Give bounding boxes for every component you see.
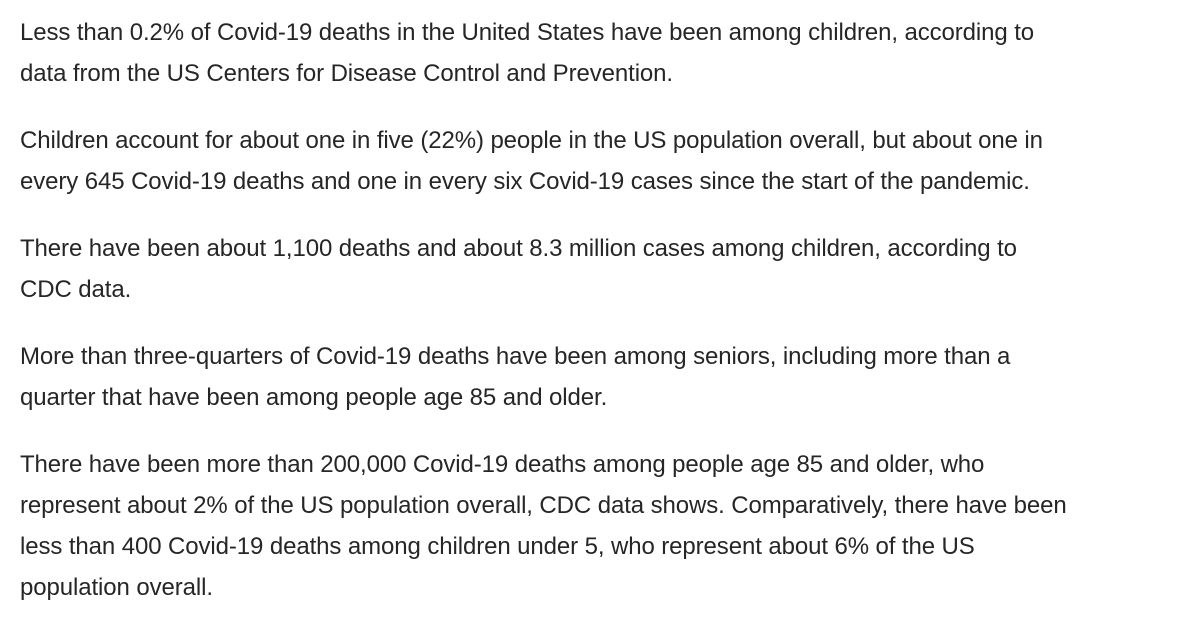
text-line: quarter that have been among people age 85 and older. [20,384,608,411]
text-line: There have been about 1,100 deaths and about 8.3 million cases among children, according to [20,235,1017,262]
text-line: Less than 0.2% of Covid-19 deaths in the United States have been among children, according to [20,19,1035,46]
text-line: data from the US Centers for Disease Control and Prevention. [20,60,673,87]
text-line: population overall. [20,574,213,601]
text-line: More than three-quarters of Covid-19 deaths have been among seniors, including more than a [20,343,1011,370]
text-line: Children account for about one in five (22%) people in the US population overall, but about one in [20,127,1043,154]
text-line: every 645 Covid-19 deaths and one in every six Covid-19 cases since the start of the pandemic. [20,168,1030,195]
paragraph-seniors-share [20,336,1188,418]
paragraph-age-comparison [20,444,1188,608]
paragraph-children-population-share [20,120,1188,202]
text-line: represent about 2% of the US population overall, CDC data shows. Comparatively, there have been [20,492,1067,519]
paragraph-children-totals [20,228,1188,310]
article-body [20,12,1188,634]
text-line: less than 400 Covid-19 deaths among children under 5, who represent about 6% of the US [20,533,975,560]
paragraph-children-deaths-share [20,12,1188,94]
text-line: There have been more than 200,000 Covid-19 deaths among people age 85 and older, who [20,451,985,478]
text-line: CDC data. [20,276,132,303]
